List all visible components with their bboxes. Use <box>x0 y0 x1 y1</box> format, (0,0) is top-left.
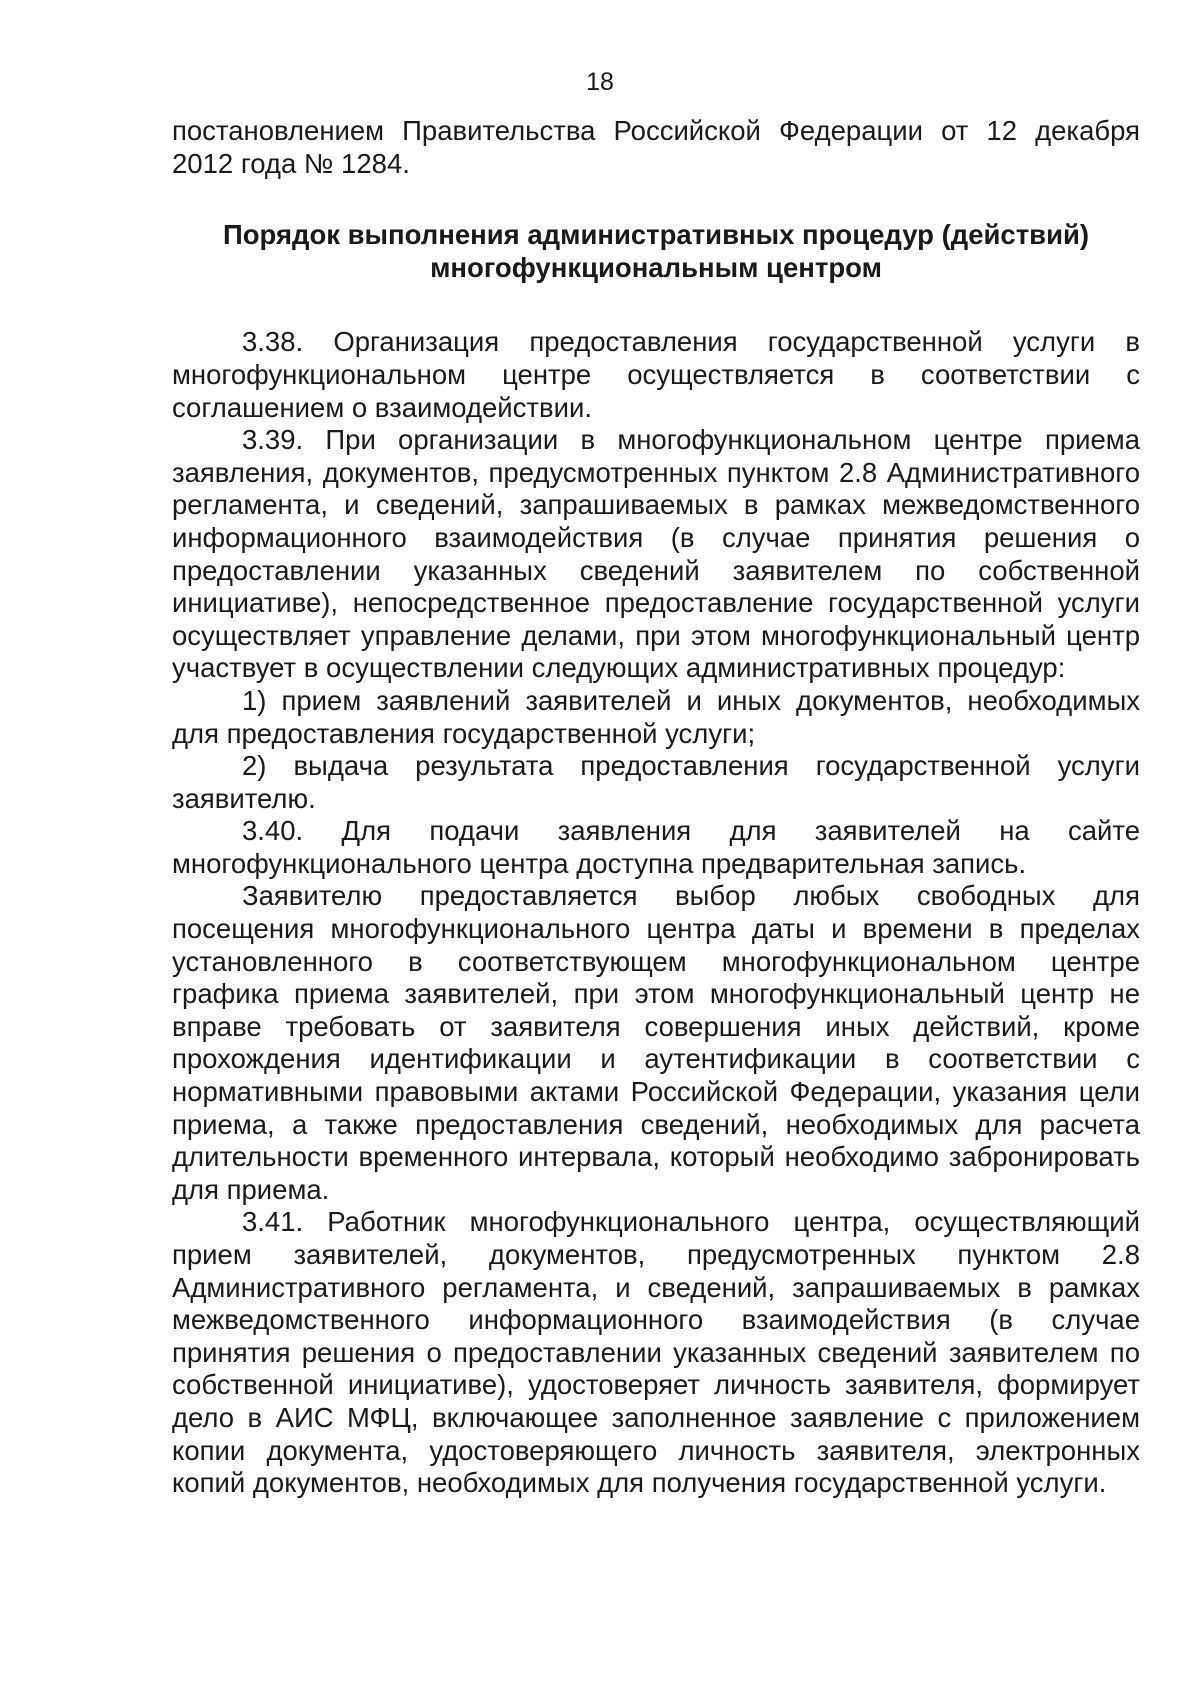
section-heading-line-2: многофункциональным центром <box>430 251 882 283</box>
paragraph-appointment: Заявителю предоставляется выбор любых свободных для посещения многофункционального центра даты и времени в пределах установленного в соответствующем многофункциональном центре графика приема заявителей, при этом многофункциональный центр не вправе требовать от заявителя совершения иных действий, кроме прохождения идентификации и аутентификации в соответствии с нормативными правовыми актами Российской Федерации, указания цели приема, а также предоставления сведений, необходимых для расчета длительности временного интервала, который необходимо забронировать для приема. <box>172 880 1140 1205</box>
paragraph-3-40: 3.40. Для подачи заявления для заявителей на сайте многофункционального центра доступна предварительная запись. <box>172 815 1140 879</box>
list-item-2: 2) выдача результата предоставления государственной услуги заявителю. <box>172 750 1140 814</box>
document-body <box>172 115 1140 1500</box>
paragraph-3-38: 3.38. Организация предоставления государственной услуги в многофункциональном центре осуществляется в соответствии с соглашением о взаимодействии. <box>172 326 1140 423</box>
intro-paragraph: постановлением Правительства Российской Федерации от 12 декабря 2012 года № 1284. <box>172 115 1140 179</box>
paragraph-3-41: 3.41. Работник многофункционального центра, осуществляющий прием заявителей, документов, предусмотренных пунктом 2.8 Административного регламента, и сведений, запрашиваемых в рамках межведомственного информационного взаимодействия (в случае принятия решения о предоставлении указанных сведений заявителем по собственной инициативе), удостоверяет личность заявителя, формирует дело в АИС МФЦ, включающее заполненное заявление с приложением копии документа, удостоверяющего личность заявителя, электронных копий документов, необходимых для получения государственной услуги. <box>172 1206 1140 1499</box>
section-heading <box>172 219 1140 284</box>
paragraph-3-39: 3.39. При организации в многофункциональном центре приема заявления, документов, предусмотренных пунктом 2.8 Административного регламента, и сведений, запрашиваемых в рамках межведомственного информационного взаимодействия (в случае принятия решения о предоставлении указанных сведений заявителем по собственной инициативе), непосредственное предоставление государственной услуги осуществляет управление делами, при этом многофункциональный центр участвует в осуществлении следующих административных процедур: <box>172 424 1140 684</box>
section-heading-line-1: Порядок выполнения административных процедур (действий) <box>222 219 1090 251</box>
list-item-1: 1) прием заявлений заявителей и иных документов, необходимых для предоставления государственной услуги; <box>172 684 1140 749</box>
page-number: 18 <box>586 68 614 96</box>
